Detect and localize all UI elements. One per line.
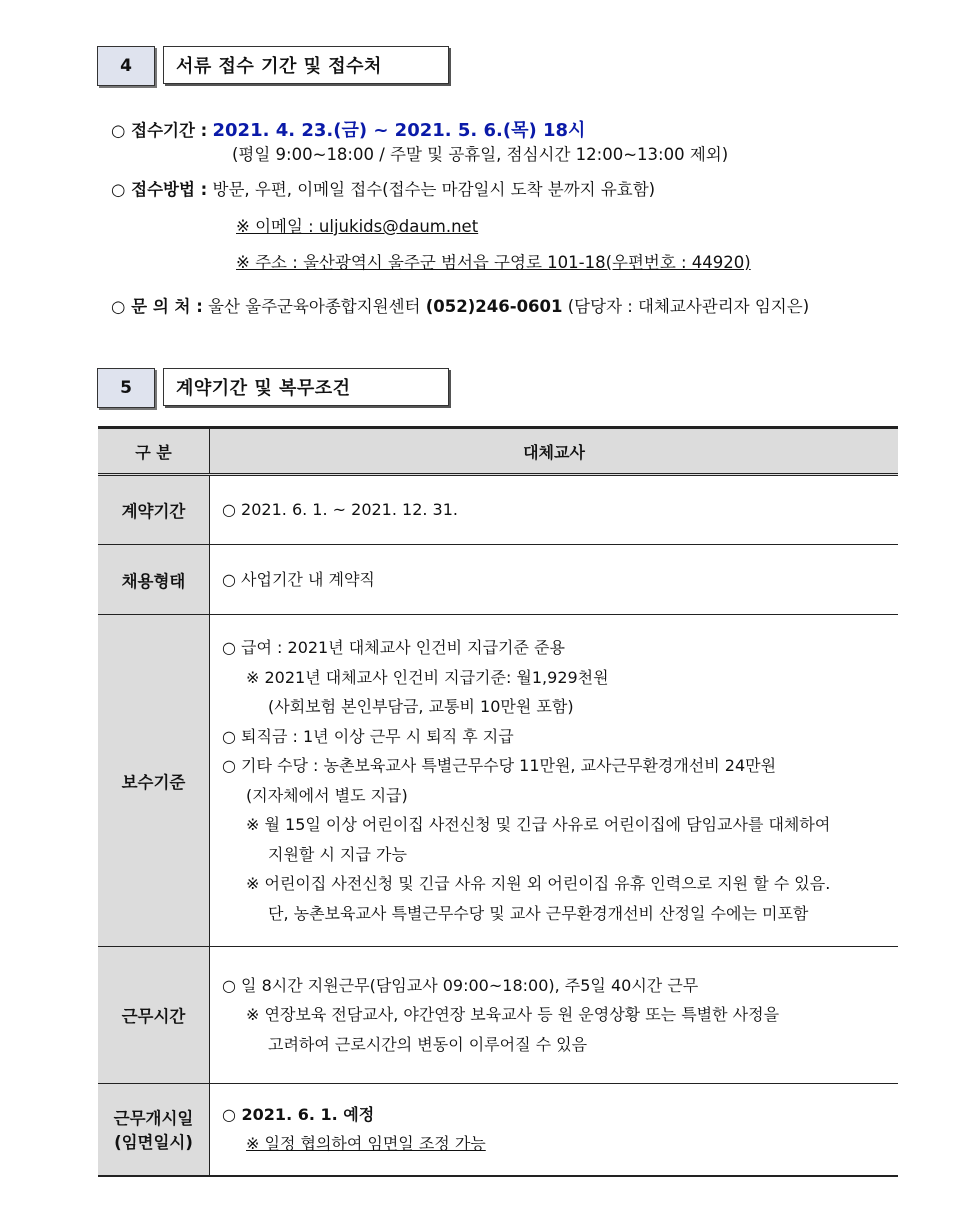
- address-line: ※ 주소 : 울산광역시 울주군 범서읍 구영로 101-18(우편번호 : 44920): [236, 253, 751, 272]
- row-line: ※ 2021년 대체교사 인건비 지급기준: 월1,929천원: [246, 667, 609, 687]
- row-line: ○ 2021. 6. 1. ~ 2021. 12. 31.: [222, 500, 458, 520]
- row-line: ※ 일정 협의하여 임면일 조정 가능: [246, 1134, 486, 1154]
- contact-label: ○ 문 의 처 :: [111, 297, 203, 316]
- row-value: [210, 1084, 899, 1176]
- row-line: (사회보험 본인부담금, 교통비 10만원 포함): [268, 697, 574, 716]
- method-label: ○ 접수방법 :: [111, 180, 208, 199]
- period-note: (평일 9:00~18:00 / 주말 및 공휴일, 점심시간 12:00~13:00 제외): [232, 145, 729, 164]
- row-line: ※ 월 15일 이상 어린이집 사전신청 및 긴급 사유로 어린이집에 담임교사를 대체하여: [246, 815, 831, 834]
- row-key: 근무시간: [98, 947, 210, 1084]
- header-substitute-teacher: 대체교사: [210, 428, 899, 475]
- table-row: [98, 1084, 898, 1176]
- method-line: [111, 176, 655, 200]
- row-line: 고려하여 근로시간의 변동이 이루어질 수 있음: [268, 1034, 588, 1054]
- section-number: 4: [97, 46, 155, 86]
- contact-line: [111, 293, 809, 317]
- contact-person: (담당자 : 대체교사관리자 임지은): [567, 297, 810, 316]
- row-value: [210, 947, 899, 1084]
- row-line: ○ 기타 수당 : 농촌보육교사 특별근무수당 11만원, 교사근무환경개선비 24만원: [222, 756, 777, 775]
- table-row: [98, 545, 898, 615]
- contact-org: 울산 울주군육아종합지원센터: [208, 297, 421, 316]
- row-key: 보수기준: [98, 615, 210, 947]
- row-value: [210, 475, 899, 545]
- period-line: [111, 116, 585, 142]
- row-line: ※ 어린이집 사전신청 및 긴급 사유 지원 외 어린이집 유휴 인력으로 지원 할 수 있음.: [246, 874, 831, 893]
- contact-phone: (052)246-0601: [425, 297, 563, 316]
- row-value: [210, 545, 899, 615]
- row-line: 단, 농촌보육교사 특별근무수당 및 교사 근무환경개선비 산정일 수에는 미포함: [268, 903, 809, 923]
- email-line: ※ 이메일 : uljukids@daum.net: [236, 217, 479, 236]
- row-line: 지원할 시 지급 가능: [268, 844, 407, 864]
- contract-table: [98, 426, 898, 1177]
- method-value: 방문, 우편, 이메일 접수(접수는 마감일시 도착 분까지 유효함): [212, 180, 656, 199]
- row-line: ○ 일 8시간 지원근무(담임교사 09:00~18:00), 주5일 40시간 근무: [222, 975, 699, 995]
- period-value: 2021. 4. 23.(금) ~ 2021. 5. 6.(목) 18시: [212, 120, 586, 141]
- table-row: [98, 615, 898, 947]
- period-label: ○ 접수기간 :: [111, 121, 208, 140]
- section-number: 5: [97, 368, 155, 408]
- row-line: (지자체에서 별도 지급): [246, 785, 408, 805]
- table-row: [98, 475, 898, 545]
- row-value: [210, 615, 899, 947]
- table-row: [98, 947, 898, 1084]
- row-key: 계약기간: [98, 475, 210, 545]
- row-line: ○ 2021. 6. 1. 예정: [222, 1104, 375, 1124]
- row-key: 채용형태: [98, 545, 210, 615]
- row-line: ○ 사업기간 내 계약직: [222, 569, 375, 589]
- row-key-line: (임면일시): [114, 1133, 193, 1153]
- row-line: ○ 급여 : 2021년 대체교사 인건비 지급기준 준용: [222, 638, 565, 657]
- table-header-row: [98, 428, 898, 475]
- row-key-line: 근무개시일: [113, 1109, 194, 1129]
- row-line: ※ 연장보육 전담교사, 야간연장 보육교사 등 원 운영상황 또는 특별한 사정을: [246, 1005, 780, 1025]
- row-key: [98, 1084, 210, 1176]
- section-title: 서류 접수 기간 및 접수처: [163, 46, 449, 84]
- section-title: 계약기간 및 복무조건: [163, 368, 449, 406]
- row-line: ○ 퇴직금 : 1년 이상 근무 시 퇴직 후 지급: [222, 726, 514, 746]
- header-category: 구 분: [98, 428, 210, 475]
